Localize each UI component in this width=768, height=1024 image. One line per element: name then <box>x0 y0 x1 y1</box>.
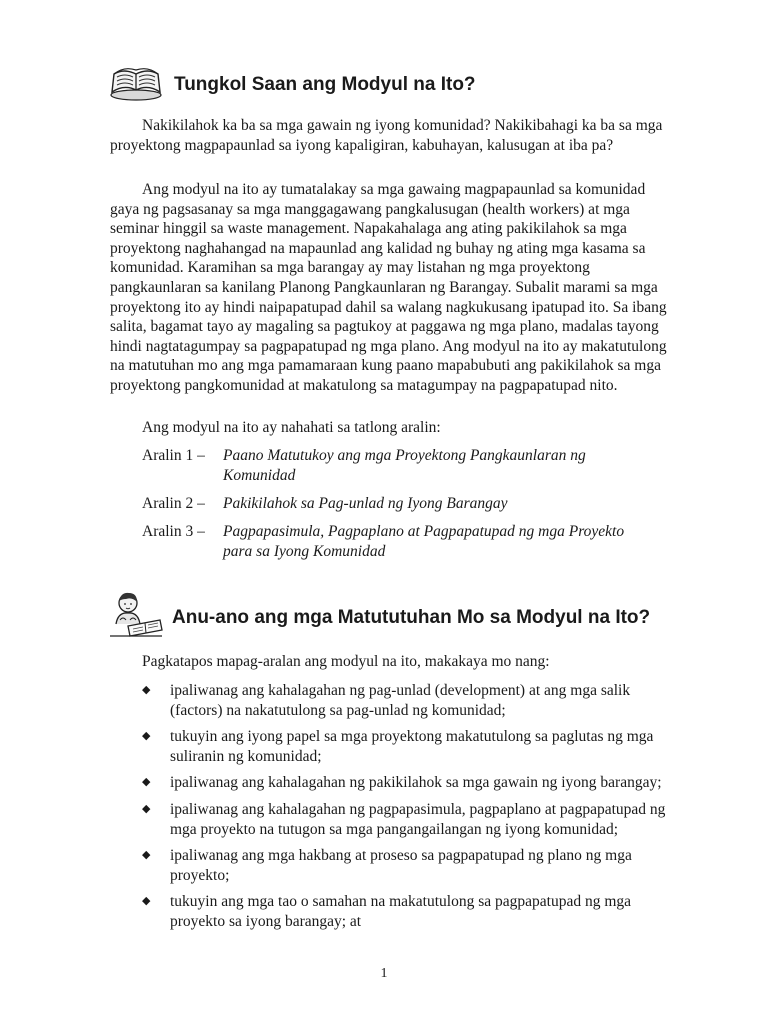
lesson-label: Aralin 1 – <box>142 447 205 464</box>
diamond-bullet-icon: ◆ <box>142 730 151 743</box>
diamond-bullet-icon: ◆ <box>142 776 151 789</box>
student-reading-icon <box>106 590 164 645</box>
diamond-bullet-icon: ◆ <box>142 849 151 862</box>
page-number: 1 <box>380 966 388 981</box>
lesson-title: Pakikilahok sa Pag-unlad ng Iyong Barangay <box>223 495 508 512</box>
list-item: ◆ ipaliwanag ang kahalagahan ng pag-unlad (development) at ang mga salik (factors) na nakatutulong sa pag-unlad ng komunidad; <box>142 682 631 719</box>
lesson-label: Aralin 3 – <box>142 523 205 540</box>
list-item: ◆ ipaliwanag ang kahalagahan ng pakikilahok sa mga gawain ng iyong barangay; <box>142 774 662 792</box>
lesson-item <box>142 446 682 485</box>
paragraph-intro: Nakikilahok ka ba sa mga gawain ng iyong komunidad? Nakikibahagi ka ba sa mga proyektong magpapaunlad sa iyong kapaligiran, kabuhayan, kalusugan at iba pa? <box>110 117 663 154</box>
list-item: ◆ ipaliwanag ang mga hakbang at proseso sa pagpapatupad ng plano ng mga proyekto; <box>142 847 632 884</box>
section-title-about: Tungkol Saan ang Modyul na Ito? <box>174 73 476 95</box>
lesson-label: Aralin 2 – <box>142 495 205 512</box>
lesson-title: Pagpapasimula, Pagpaplano at Pagpapatupad ng mga Proyekto para sa Iyong Komunidad <box>223 523 625 560</box>
lesson-item <box>142 494 682 514</box>
paragraph-objectives-intro: Pagkatapos mapag-aralan ang modyul na ito, makakaya mo nang: <box>142 653 550 670</box>
list-item: ◆ tukuyin ang mga tao o samahan na makatutulong sa pagpapatupad ng mga proyekto sa iyong barangay; at <box>142 893 632 930</box>
list-item: ◆ tukuyin ang iyong papel sa mga proyektong makatutulong sa paglutas ng mga suliranin ng komunidad; <box>142 728 654 765</box>
section-title-learn: Anu-ano ang mga Matututuhan Mo sa Modyul na Ito? <box>172 606 651 628</box>
open-book-icon <box>108 62 164 107</box>
section-heading-learn <box>106 590 650 645</box>
paragraph-lessons-intro: Ang modyul na ito ay nahahati sa tatlong aralin: <box>142 419 441 436</box>
diamond-bullet-icon: ◆ <box>142 895 151 908</box>
diamond-bullet-icon: ◆ <box>142 802 151 815</box>
paragraph-description: Ang modyul na ito ay tumatalakay sa mga gawaing magpapaunlad sa komunidad gaya ng pagsasanay sa mga manggagawang pangkalusugan (health workers) at mga seminar hinggil sa waste management. Napakahalaga ang ating pakikilahok sa mga proyektong naghahangad na mapaunlad ang kalidad ng buhay ng ating mga kasama sa komunidad. Karamihan sa mga barangay ay may listahan ng mga proyektong pangkaunlaran sa kanilang Planong Pangkaunlaran ng Barangay. Subalit marami sa mga proyektong ito ay hindi naipapatupad dahil sa walang nagkukusang ipatupad ito. Sa ibang salita, bagamat tayo ay magaling sa pagtukoy at paggawa ng mga plano, madalas tayong hindi nagtatagumpay sa pagpapatupad ng mga plano. Ang modyul na ito ay makatutulong na matutuhan mo ang mga pamamaraan kung paano mapabubuti ang pakikilahok sa mga proyektong pangkomunidad at makatulong sa matagumpay na pagpapatupad nito. <box>110 181 667 394</box>
lesson-title: Paano Matutukoy ang mga Proyektong Pangkaunlaran ng Komunidad <box>223 447 586 484</box>
section-heading-about <box>108 62 476 107</box>
diamond-bullet-icon: ◆ <box>142 684 151 696</box>
objectives-list <box>140 681 680 939</box>
list-item: ◆ ipaliwanag ang kahalagahan ng pagpapasimula, pagpaplano at pagpapatupad ng mga proyekto na tutugon sa mga pangangailangan ng iyong komunidad; <box>142 800 666 838</box>
lesson-item <box>142 522 682 561</box>
